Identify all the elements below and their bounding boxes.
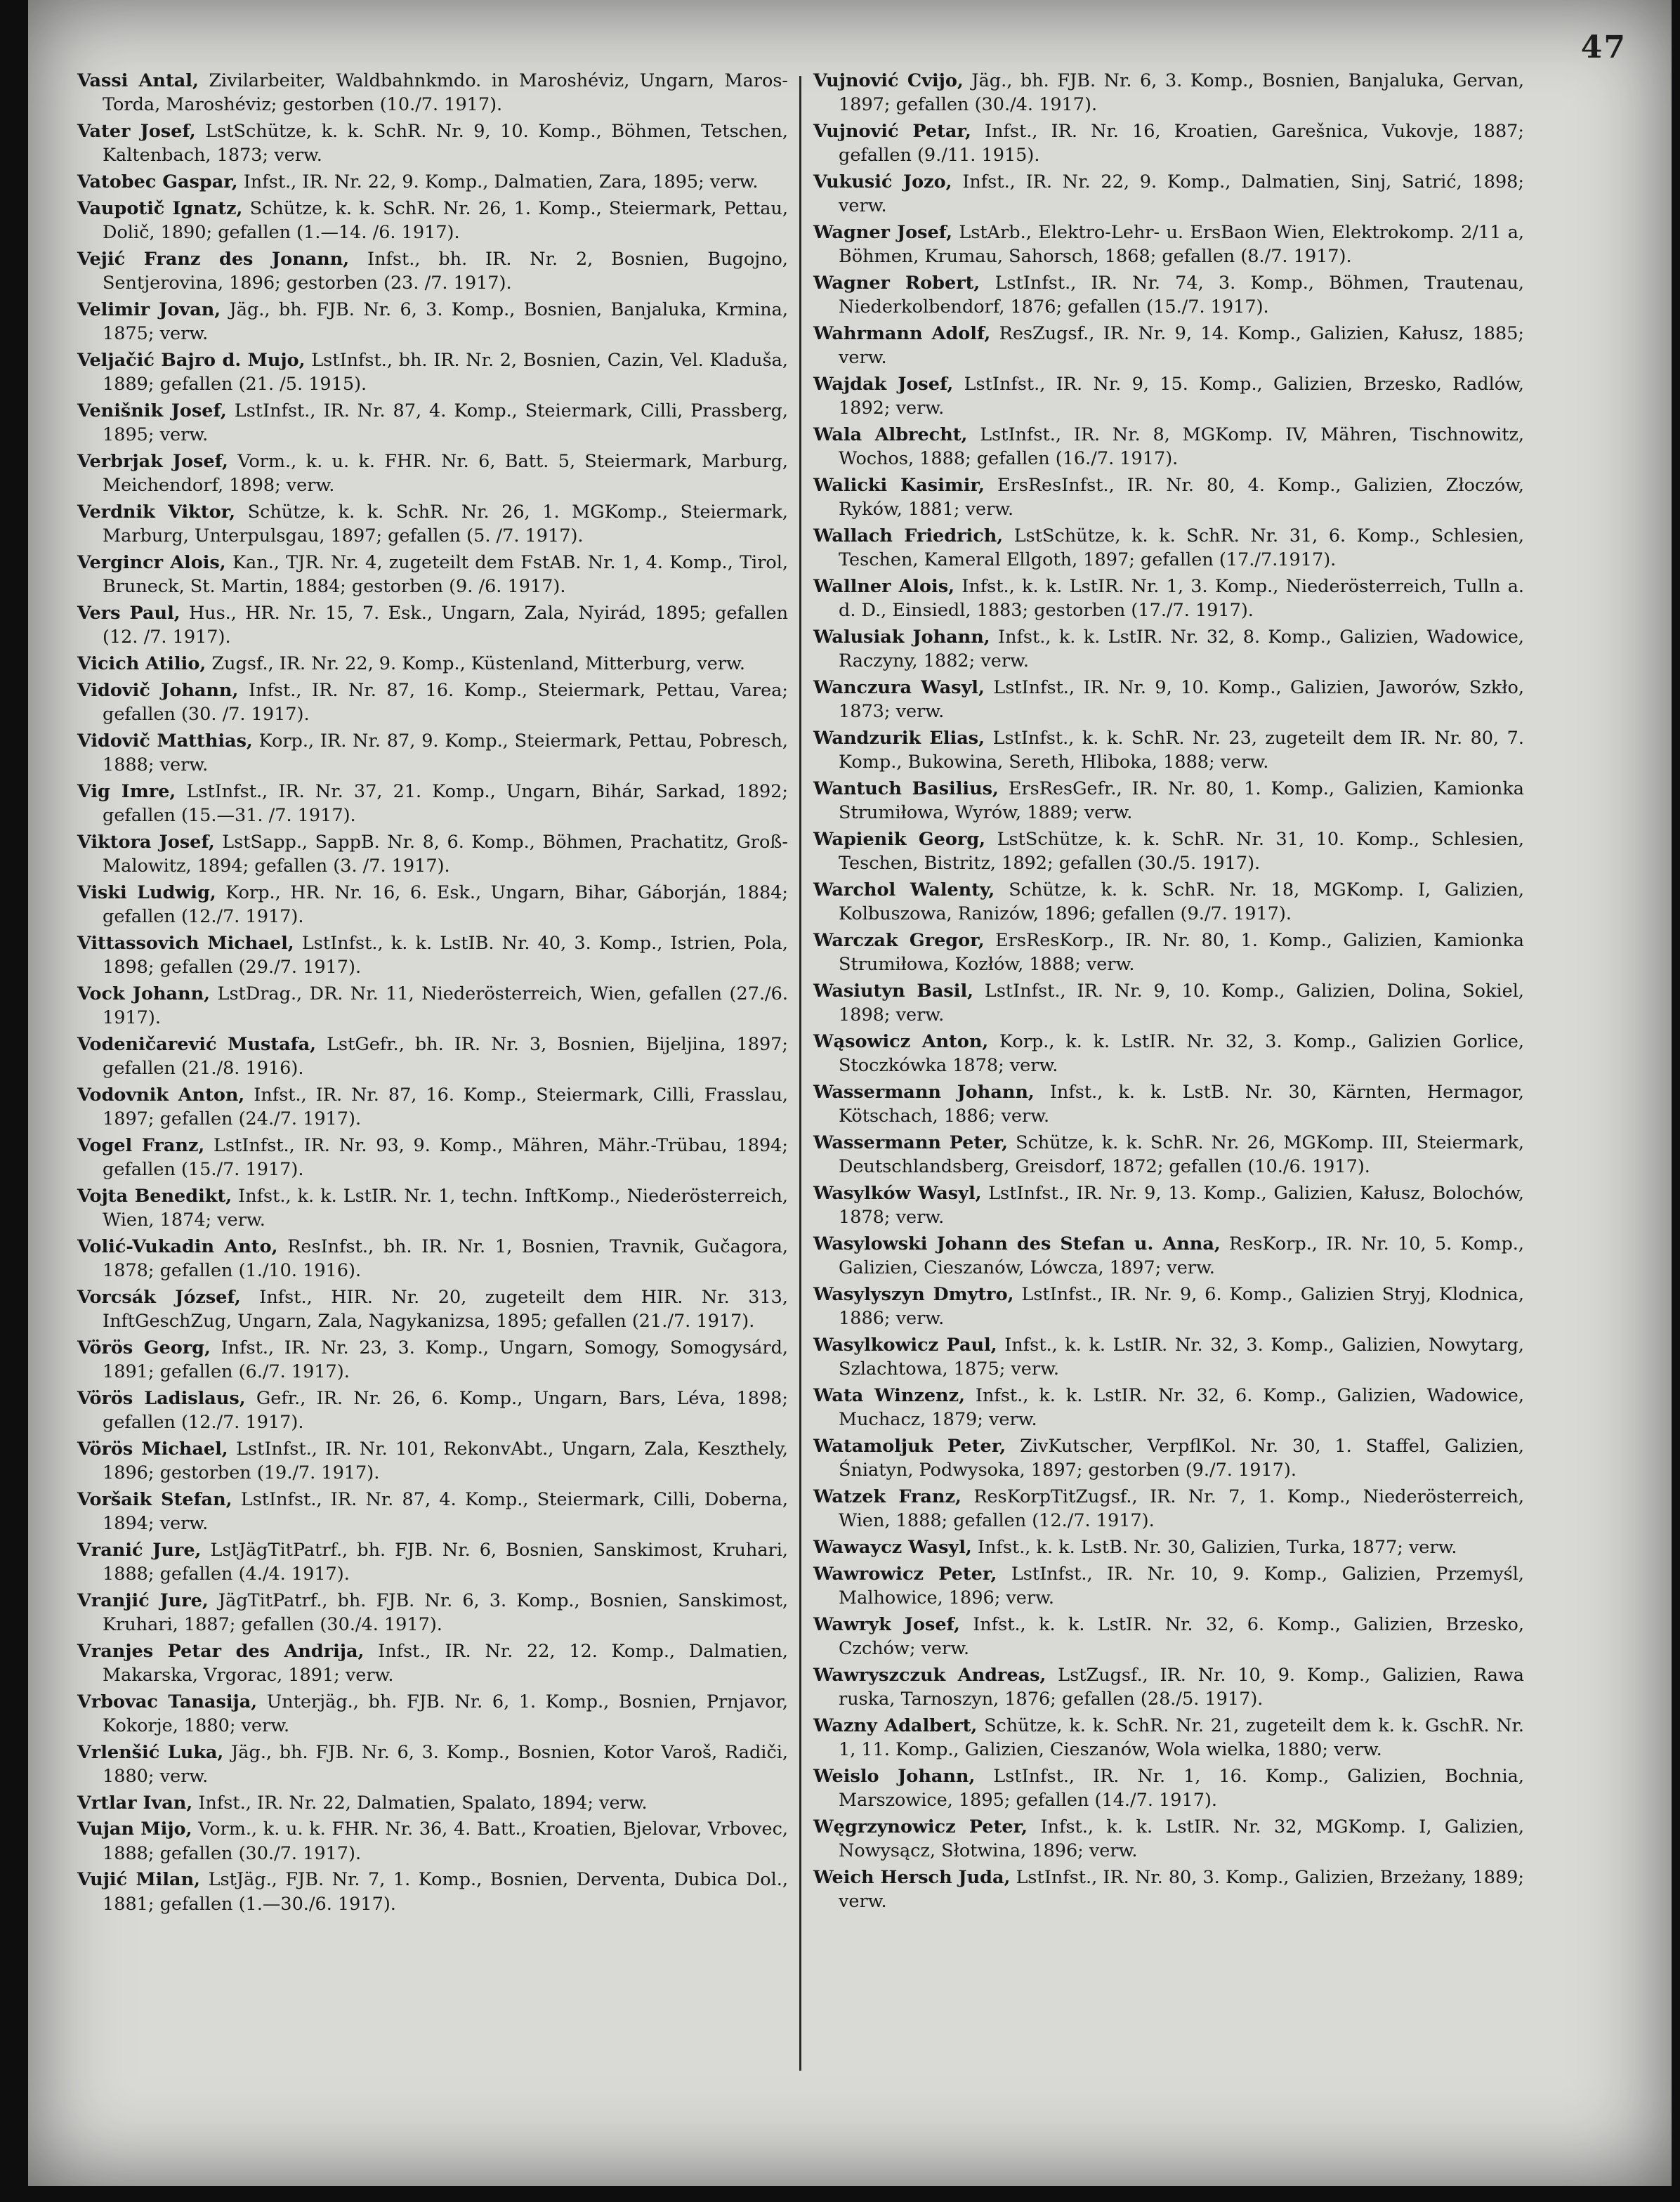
entry-details: ResInfst., bh. IR. Nr. 1, Bosnien, Travnik, Gučagora, 1878; gefallen (1./10. 1916).: [103, 1236, 789, 1281]
casualty-entry: [813, 423, 1524, 471]
entry-details: Infst., IR. Nr. 87, 16. Komp., Steiermark, Pettau, Varea; gefallen (30. /7. 1917).: [103, 679, 788, 725]
entry-name: Viktora Josef,: [77, 831, 215, 853]
entry-details: Korp., k. k. LstIR. Nr. 32, 3. Komp., Galizien Gorlice, Stoczkówka 1878; verw.: [839, 1031, 1525, 1077]
entry-details: Korp., HR. Nr. 16, 6. Esk., Ungarn, Bihar, Gáborján, 1884; gefallen (12./7. 1917).: [103, 882, 789, 927]
casualty-entry: [813, 372, 1524, 420]
casualty-entry: [77, 729, 788, 777]
entry-details: Zivilarbeiter, Waldbahnkmdo. in Maroshéviz, Ungarn, Maros-Torda, Maroshéviz; gestorben (10./7. 1917).: [103, 70, 789, 116]
entry-details: Korp., IR. Nr. 87, 9. Komp., Steiermark, Pettau, Pobresch, 1888; verw.: [103, 730, 788, 775]
page-number: 47: [1580, 30, 1627, 65]
entry-name: Vidovič Matthias,: [77, 730, 253, 752]
entry-name: Wawaycz Wasyl,: [813, 1537, 972, 1558]
entry-details: Zugsf., IR. Nr. 22, 9. Komp., Küstenland, Mitterburg, verw.: [211, 653, 745, 674]
casualty-entry: [813, 69, 1524, 117]
casualty-entry: [77, 1134, 788, 1181]
entry-name: Vörös Georg,: [77, 1337, 211, 1358]
entry-name: Wassermann Johann,: [813, 1082, 1035, 1103]
entry-name: Vaupotič Ignatz,: [77, 197, 243, 219]
entry-name: Wala Albrecht,: [813, 424, 968, 445]
casualty-entry: [813, 1663, 1524, 1711]
entry-name: Wasylkowicz Paul,: [813, 1335, 997, 1356]
entry-name: Vranjes Petar des Andrija,: [77, 1640, 365, 1662]
casualty-entry: [77, 1868, 788, 1915]
entry-details: Schütze, k. k. SchR. Nr. 18, MGKomp. I, Galizien, Kolbuszowa, Ranizów, 1896; gefallen (9./7. 1917).: [839, 879, 1525, 925]
entry-name: Vogel Franz,: [77, 1134, 205, 1156]
entry-details: LstInfst., IR. Nr. 9, 13. Komp., Galizien, Kałusz, Bolochów, 1878; verw.: [839, 1183, 1525, 1228]
entry-name: Węgrzynowicz Peter,: [813, 1816, 1028, 1837]
entry-details: ZivKutscher, VerpflKol. Nr. 30, 1. Staffel, Galizien, Śniatyn, Podwysoka, 1897; gestorben (9./7. 1917).: [839, 1436, 1524, 1481]
entry-details: LstDrag., DR. Nr. 11, Niederösterreich, Wien, gefallen (27./6. 1917).: [103, 983, 788, 1028]
entry-name: Wapienik Georg,: [813, 829, 986, 850]
entry-name: Wasylków Wasyl,: [813, 1183, 982, 1204]
casualty-entry: [77, 881, 788, 929]
entry-name: Wallner Alois,: [813, 576, 954, 597]
entry-name: Vidovič Johann,: [77, 679, 239, 701]
casualty-entry: [813, 1232, 1524, 1280]
entry-details: Vorm., k. u. k. FHR. Nr. 36, 4. Batt., Kroatien, Bjelovar, Vrbovec, 1888; gefallen (30./7. 1917).: [103, 1818, 789, 1864]
casualty-entry: [77, 119, 788, 167]
casualty-entry: [77, 399, 788, 447]
casualty-entry: [77, 1791, 788, 1815]
casualty-entry: [813, 676, 1524, 723]
entry-name: Vock Johann,: [77, 983, 211, 1004]
entry-details: LstSapp., SappB. Nr. 8, 6. Komp., Böhmen, Prachatitz, Groß-Malowitz, 1894; gefallen (3. /7. 1917).: [103, 831, 788, 877]
casualty-entry: [77, 1083, 788, 1131]
casualty-entry: [813, 726, 1524, 774]
entry-details: Hus., HR. Nr. 15, 7. Esk., Ungarn, Zala, Nyirád, 1895; gefallen (12. /7. 1917).: [103, 602, 788, 648]
entry-name: Verdnik Viktor,: [77, 501, 236, 523]
entry-details: Unterjäg., bh. FJB. Nr. 6, 1. Komp., Bosnien, Prnjavor, Kokorje, 1880; verw.: [103, 1691, 789, 1736]
entry-details: LstGefr., bh. IR. Nr. 3, Bosnien, Bijeljina, 1897; gefallen (21./8. 1916).: [103, 1033, 788, 1079]
casualty-entry: [77, 931, 788, 979]
entry-details: Jäg., bh. FJB. Nr. 6, 3. Komp., Bosnien, Banjaluka, Krmina, 1875; verw.: [103, 299, 788, 344]
entry-details: LstInfst., k. k. LstIB. Nr. 40, 3. Komp., Istrien, Pola, 1898; gefallen (29./7. 1917).: [103, 932, 788, 978]
casualty-entry: [813, 1613, 1524, 1660]
casualty-entry: [813, 1714, 1524, 1762]
entry-name: Weich Hersch Juda,: [813, 1866, 1011, 1888]
entry-details: Infst., k. k. LstIR. Nr. 32, 6. Komp., Galizien, Wadowice, Muchacz, 1879; verw.: [839, 1385, 1524, 1431]
entry-name: Vujan Mijo,: [77, 1818, 192, 1840]
entry-details: Jäg., bh. FJB. Nr. 6, 3. Komp., Bosnien, Kotor Varoš, Radiči, 1880; verw.: [103, 1741, 789, 1787]
entry-details: Schütze, k. k. SchR. Nr. 26, 1. Komp., Steiermark, Pettau, Dolič, 1890; gefallen (1.—14. /6. 1917).: [103, 197, 788, 243]
page: [28, 0, 1672, 2186]
casualty-entry: [77, 830, 788, 878]
entry-details: Infst., k. k. LstB. Nr. 30, Kärnten, Hermagor, Kötschach, 1886; verw.: [839, 1082, 1524, 1127]
entry-details: LstInfst., IR. Nr. 37, 21. Komp., Ungarn, Bihár, Sarkad, 1892; gefallen (15.—31. /7. 1917).: [103, 780, 788, 826]
entry-name: Vater Josef,: [77, 121, 196, 142]
casualty-entry: [813, 575, 1524, 622]
casualty-entry: [77, 1817, 788, 1865]
entry-details: Infst., IR. Nr. 22, 9. Komp., Dalmatien, Zara, 1895; verw.: [243, 171, 759, 192]
casualty-entry: [77, 1285, 788, 1333]
entry-details: LstSchütze, k. k. SchR. Nr. 9, 10. Komp., Böhmen, Tetschen, Kaltenbach, 1873; verw.: [103, 121, 788, 166]
casualty-entry: [77, 1437, 788, 1485]
entry-name: Wandzurik Elias,: [813, 728, 985, 749]
entry-name: Vujnović Cvijo,: [813, 70, 964, 91]
entry-name: Velimir Jovan,: [77, 299, 221, 320]
entry-name: Vittassovich Michael,: [77, 932, 294, 954]
casualty-entry: [77, 69, 788, 117]
entry-details: Infst., IR. Nr. 87, 16. Komp., Steiermark, Cilli, Frasslau, 1897; gefallen (24./7. 1917).: [103, 1084, 788, 1129]
casualty-entry: [813, 170, 1524, 218]
casualty-entry: [813, 1333, 1524, 1381]
entry-name: Venišnik Josef,: [77, 400, 227, 421]
casualty-entry: [813, 473, 1524, 521]
entry-name: Viski Ludwig,: [77, 882, 216, 903]
entry-details: Infst., bh. IR. Nr. 2, Bosnien, Bugojno, Sentjerovina, 1896; gestorben (23. /7. 1917).: [103, 248, 788, 294]
entry-details: LstInfst., k. k. SchR. Nr. 23, zugeteilt dem IR. Nr. 80, 7. Komp., Bukowina, Sereth, Hliboka, 1888; verw.: [839, 728, 1525, 773]
casualty-entry: [77, 1033, 788, 1080]
entry-details: JägTitPatrf., bh. FJB. Nr. 6, 3. Komp., Bosnien, Sanskimost, Kruhari, 1887; gefallen (30./4. 1917).: [103, 1590, 789, 1635]
casualty-entry: [77, 652, 788, 676]
entry-name: Verbrjak Josef,: [77, 450, 228, 472]
casualty-entry: [77, 1387, 788, 1434]
entry-name: Wajdak Josef,: [813, 374, 954, 395]
entry-details: ErsResInfst., IR. Nr. 80, 4. Komp., Galizien, Złoczów, Ryków, 1881; verw.: [839, 475, 1524, 520]
entry-name: Vejić Franz des Jonann,: [77, 248, 350, 270]
entry-details: LstInfst., IR. Nr. 9, 10. Komp., Galizien, Dolina, Sokiel, 1898; verw.: [839, 981, 1524, 1026]
casualty-entry: [813, 119, 1524, 167]
casualty-entry: [77, 197, 788, 244]
entry-details: LstInfst., IR. Nr. 8, MGKomp. IV, Mähren, Tischnowitz, Wochos, 1888; gefallen (16./7. 1917).: [839, 424, 1524, 470]
entry-name: Wawryk Josef,: [813, 1613, 960, 1635]
casualty-entry: [813, 221, 1524, 268]
entry-details: LstInfst., IR. Nr. 9, 10. Komp., Galizien, Jaworów, Szkło, 1873; verw.: [839, 677, 1524, 723]
entry-details: Infst., IR. Nr. 23, 3. Komp., Ungarn, Somogy, Somogysárd, 1891; gefallen (6./7. 1917).: [103, 1337, 789, 1382]
entry-name: Volić-Vukadin Anto,: [77, 1236, 278, 1257]
entry-name: Wawryszczuk Andreas,: [813, 1664, 1046, 1686]
casualty-entry: [77, 1488, 788, 1535]
entry-details: Infst., k. k. LstIR. Nr. 32, 6. Komp., Galizien, Brzesko, Czchów; verw.: [839, 1613, 1525, 1659]
casualty-entry: [77, 679, 788, 726]
entry-details: LstInfst., IR. Nr. 101, RekonvAbt., Ungarn, Zala, Keszthely, 1896; gestorben (19./7. 1917).: [103, 1438, 789, 1483]
casualty-entry: [77, 1235, 788, 1283]
entry-details: ErsResGefr., IR. Nr. 80, 1. Komp., Galizien, Kamionka Strumiłowa, Wyrów, 1889; verw.: [839, 778, 1524, 824]
entry-details: Infst., k. k. LstIR. Nr. 32, 3. Komp., Galizien, Nowytarg, Szlachtowa, 1875; verw.: [839, 1335, 1525, 1380]
entry-details: Infst., k. k. LstB. Nr. 30, Galizien, Turka, 1877; verw.: [977, 1537, 1457, 1558]
entry-name: Vatobec Gaspar,: [77, 171, 238, 192]
entry-details: Infst., IR. Nr. 16, Kroatien, Garešnica, Vukovje, 1887; gefallen (9./11. 1915).: [839, 121, 1524, 166]
entry-details: ErsResKorp., IR. Nr. 80, 1. Komp., Galizien, Kamionka Strumiłowa, Kozłów, 1888; verw.: [839, 930, 1524, 976]
entry-name: Wahrmann Adolf,: [813, 323, 991, 344]
entry-name: Voršaik Stefan,: [77, 1488, 232, 1510]
casualty-entry: [813, 1535, 1524, 1559]
entry-details: Infst., HIR. Nr. 20, zugeteilt dem HIR. Nr. 313, InftGeschZug, Ungarn, Zala, Nagykanizsa, 1895; gefallen (21./7. 1917).: [103, 1286, 789, 1332]
casualty-entry: [813, 979, 1524, 1027]
casualty-entry: [77, 551, 788, 598]
entry-name: Wasiutyn Basil,: [813, 981, 974, 1002]
casualty-entry: [77, 1741, 788, 1788]
entry-name: Warczak Gregor,: [813, 930, 985, 951]
entry-name: Vicich Atilio,: [77, 653, 206, 674]
entry-name: Wassermann Peter,: [813, 1132, 1008, 1153]
entry-name: Warchol Walenty,: [813, 879, 995, 900]
casualty-entry: [77, 1639, 788, 1687]
entry-details: ResZugsf., IR. Nr. 9, 14. Komp., Galizien, Kałusz, 1885; verw.: [839, 323, 1525, 369]
entry-details: LstInfst., IR. Nr. 9, 15. Komp., Galizien, Brzesko, Radlów, 1892; verw.: [839, 374, 1524, 419]
casualty-entry: [813, 1434, 1524, 1482]
casualty-entry: [77, 298, 788, 346]
entry-details: Infst., IR. Nr. 22, Dalmatien, Spalato, 1894; verw.: [198, 1792, 648, 1814]
entry-details: ResKorpTitZugsf., IR. Nr. 7, 1. Komp., Niederösterreich, Wien, 1888; gefallen (12./7. 1917).: [839, 1486, 1524, 1532]
casualty-entry: [813, 1384, 1524, 1431]
casualty-entry: [813, 1562, 1524, 1610]
casualty-entry: [813, 271, 1524, 319]
entry-name: Wąsowicz Anton,: [813, 1031, 989, 1052]
casualty-entry: [813, 524, 1524, 572]
entry-name: Wasylowski Johann des Stefan u. Anna,: [813, 1233, 1221, 1254]
entry-details: LstArb., Elektro-Lehr- u. ErsBaon Wien, Elektrokomp. 2/11 a, Böhmen, Krumau, Sahorsch, 1868; gefallen (8./7. 1917).: [839, 222, 1524, 268]
entry-name: Vörös Ladislaus,: [77, 1387, 246, 1409]
casualty-entry: [77, 500, 788, 548]
casualty-entry: [813, 827, 1524, 875]
casualty-entry: [77, 247, 788, 295]
left-column: [77, 69, 788, 1918]
casualty-entry: [77, 780, 788, 827]
entry-name: Walicki Kasimir,: [813, 475, 985, 496]
entry-details: Infst., k. k. LstIR. Nr. 32, 8. Komp., Galizien, Wadowice, Raczyny, 1882; verw.: [839, 627, 1524, 672]
entry-details: Kan., TJR. Nr. 4, zugeteilt dem FstAB. Nr. 1, 4. Komp., Tirol, Bruneck, St. Martin, 1884; gestorben (9. /6. 1917).: [103, 551, 788, 597]
entry-name: Vers Paul,: [77, 602, 181, 624]
entry-name: Wasylyszyn Dmytro,: [813, 1284, 1014, 1305]
entry-name: Wanczura Wasyl,: [813, 677, 985, 698]
entry-name: Vassi Antal,: [77, 70, 199, 91]
entry-name: Veljačić Bajro d. Mujo,: [77, 349, 306, 371]
entry-name: Vörös Michael,: [77, 1438, 228, 1460]
casualty-entry: [77, 1184, 788, 1232]
casualty-entry: [813, 929, 1524, 976]
casualty-entry: [813, 1181, 1524, 1229]
entry-name: Wallach Friedrich,: [813, 525, 1004, 546]
entry-name: Vukusić Jozo,: [813, 171, 952, 192]
entry-name: Wata Winzenz,: [813, 1385, 965, 1406]
entry-name: Walusiak Johann,: [813, 627, 990, 648]
entry-name: Wantuch Basilius,: [813, 778, 999, 799]
entry-details: LstInfst., IR. Nr. 87, 4. Komp., Steiermark, Cilli, Prassberg, 1895; verw.: [103, 400, 788, 445]
entry-details: Infst., k. k. LstIR. Nr. 32, MGKomp. I, Galizien, Nowysącz, Słotwina, 1896; verw.: [839, 1816, 1525, 1861]
entry-name: Vujić Milan,: [77, 1869, 200, 1891]
casualty-entry: [77, 1690, 788, 1738]
entry-name: Vojta Benedikt,: [77, 1185, 232, 1207]
entry-name: Wagner Robert,: [813, 273, 980, 294]
entry-name: Wazny Adalbert,: [813, 1715, 978, 1736]
casualty-entry: [813, 1131, 1524, 1179]
entry-name: Vrtlar Ivan,: [77, 1792, 193, 1814]
casualty-entry: [813, 625, 1524, 673]
entry-details: Schütze, k. k. SchR. Nr. 26, 1. MGKomp., Steiermark, Marburg, Unterpulsgau, 1897; gefallen (5. /7. 1917).: [103, 501, 788, 546]
entry-details: LstInfst., IR. Nr. 1, 16. Komp., Galizien, Bochnia, Marszowice, 1895; gefallen (14./7. 1917).: [839, 1765, 1524, 1811]
entry-details: Schütze, k. k. SchR. Nr. 26, MGKomp. III, Steiermark, Deutschlandsberg, Greisdorf, 1872; gefallen (10./6. 1917).: [839, 1132, 1524, 1178]
entry-name: Vranjić Jure,: [77, 1590, 209, 1611]
entry-details: LstInfst., IR. Nr. 80, 3. Komp., Galizien, Brzeżany, 1889; verw.: [839, 1866, 1524, 1912]
entry-name: Wagner Josef,: [813, 222, 953, 243]
entry-name: Watamoljuk Peter,: [813, 1436, 1006, 1457]
entry-name: Vujnović Petar,: [813, 121, 971, 142]
entry-details: Jäg., bh. FJB. Nr. 6, 3. Komp., Bosnien, Banjaluka, Gervan, 1897; gefallen (30./4. 1917).: [839, 70, 1524, 116]
casualty-entry: [77, 1336, 788, 1384]
entry-details: LstInfst., IR. Nr. 10, 9. Komp., Galizien, Przemyśl, Malhowice, 1896; verw.: [839, 1563, 1524, 1608]
casualty-entry: [813, 322, 1524, 369]
casualty-entry: [77, 450, 788, 497]
right-column: [813, 69, 1524, 1916]
casualty-entry: [813, 1866, 1524, 1913]
entry-details: ResKorp., IR. Nr. 10, 5. Komp., Galizien, Cieszanów, Lówcza, 1897; verw.: [839, 1233, 1524, 1279]
column-divider: [799, 76, 801, 2071]
entry-details: LstInfst., IR. Nr. 93, 9. Komp., Mähren, Mähr.-Trübau, 1894; gefallen (15./7. 1917).: [103, 1134, 788, 1180]
entry-name: Vergincr Alois,: [77, 551, 226, 573]
entry-details: LstJägTitPatrf., bh. FJB. Nr. 6, Bosnien, Sanskimost, Kruhari, 1888; gefallen (4./4. 1917).: [103, 1539, 789, 1585]
entry-details: Schütze, k. k. SchR. Nr. 21, zugeteilt dem k. k. GschR. Nr. 1, 11. Komp., Galizien, Cieszanów, Wola wielka, 1880; verw.: [839, 1715, 1524, 1760]
casualty-entry: [813, 1283, 1524, 1330]
entry-details: Vorm., k. u. k. FHR. Nr. 6, Batt. 5, Steiermark, Marburg, Meichendorf, 1898; verw.: [103, 450, 789, 496]
casualty-entry: [77, 1589, 788, 1637]
entry-details: Infst., IR. Nr. 22, 9. Komp., Dalmatien, Sinj, Satrić, 1898; verw.: [839, 171, 1524, 217]
entry-details: LstZugsf., IR. Nr. 10, 9. Komp., Galizien, Rawa ruska, Tarnoszyn, 1876; gefallen (28./5. 1917).: [839, 1664, 1524, 1710]
entry-details: LstSchütze, k. k. SchR. Nr. 31, 6. Komp., Schlesien, Teschen, Kameral Ellgoth, 1897; gefallen (17./7.1917).: [839, 525, 1525, 571]
entry-details: LstInfst., bh. IR. Nr. 2, Bosnien, Cazin, Vel. Kladuša, 1889; gefallen (21. /5. 1915).: [103, 349, 788, 395]
entry-details: LstInfst., IR. Nr. 9, 6. Komp., Galizien Stryj, Klodnica, 1886; verw.: [839, 1284, 1524, 1330]
entry-name: Vodeničarević Mustafa,: [77, 1033, 317, 1055]
casualty-entry: [813, 1485, 1524, 1533]
entry-details: LstInfst., IR. Nr. 74, 3. Komp., Böhmen, Trautenau, Niederkolbendorf, 1876; gefallen (15./7. 1917).: [839, 273, 1525, 318]
casualty-entry: [77, 348, 788, 396]
casualty-entry: [77, 1538, 788, 1586]
entry-details: LstSchütze, k. k. SchR. Nr. 31, 10. Komp., Schlesien, Teschen, Bistritz, 1892; gefallen (30./5. 1917).: [839, 829, 1524, 874]
entry-details: Infst., k. k. LstIR. Nr. 1, techn. InftKomp., Niederösterreich, Wien, 1874; verw.: [103, 1185, 788, 1231]
casualty-entry: [77, 982, 788, 1030]
entry-name: Vranić Jure,: [77, 1539, 202, 1561]
entry-name: Wawrowicz Peter,: [813, 1563, 997, 1585]
entry-name: Vrlenšić Luka,: [77, 1741, 224, 1763]
casualty-entry: [813, 777, 1524, 825]
entry-details: LstInfst., IR. Nr. 87, 4. Komp., Steiermark, Cilli, Doberna, 1894; verw.: [103, 1488, 788, 1534]
entry-details: Infst., k. k. LstIR. Nr. 1, 3. Komp., Niederösterreich, Tulln a. d. D., Einsiedl, 1883; gestorben (17./7. 1917).: [839, 576, 1525, 622]
entry-details: Gefr., IR. Nr. 26, 6. Komp., Ungarn, Bars, Léva, 1898; gefallen (12./7. 1917).: [103, 1387, 788, 1433]
entry-details: LstJäg., FJB. Nr. 7, 1. Komp., Bosnien, Derventa, Dubica Dol., 1881; gefallen (1.—30./6. 1917).: [103, 1869, 788, 1915]
entry-name: Watzek Franz,: [813, 1486, 962, 1507]
casualty-entry: [77, 601, 788, 649]
entry-name: Vig Imre,: [77, 780, 176, 802]
casualty-entry: [813, 1764, 1524, 1812]
casualty-entry: [813, 1815, 1524, 1863]
entry-name: Vrbovac Tanasija,: [77, 1691, 258, 1712]
casualty-entry: [813, 1080, 1524, 1128]
casualty-entry: [813, 1030, 1524, 1077]
casualty-entry: [77, 170, 788, 194]
entry-name: Vorcsák József,: [77, 1286, 241, 1308]
entry-details: Infst., IR. Nr. 22, 12. Komp., Dalmatien, Makarska, Vrgorac, 1891; verw.: [103, 1640, 788, 1686]
casualty-entry: [813, 878, 1524, 926]
entry-name: Vodovnik Anton,: [77, 1084, 245, 1106]
entry-name: Weislo Johann,: [813, 1765, 976, 1787]
